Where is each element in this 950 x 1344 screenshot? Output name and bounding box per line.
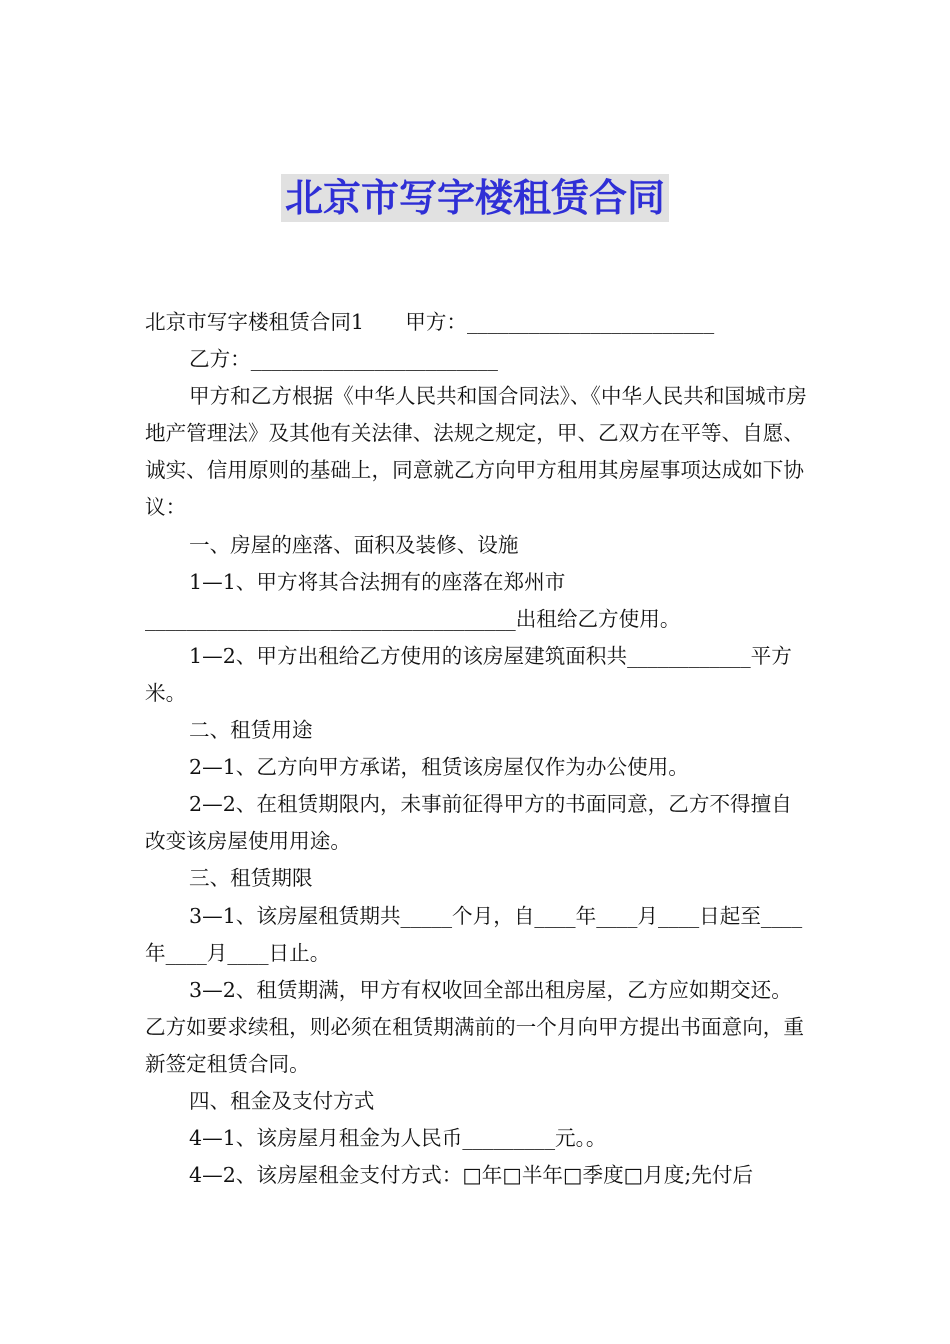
paragraph: 乙方：________________________ — [189, 347, 498, 372]
paragraph: 4—2、该房屋租金支付方式：□年□半年□季度□月度;先付后 — [189, 1163, 754, 1188]
paragraph: 1—1、甲方将其合法拥有的座落在郑州市____________________________________出租给乙方使用。 — [145, 569, 681, 631]
paragraph: 二、租赁用途 — [189, 718, 313, 743]
paragraph: 2—2、在租赁期限内，未事前征得甲方的书面同意，乙方不得擅自改变该房屋使用用途。 — [145, 792, 792, 854]
paragraph: 北京市写字楼租赁合同1 甲方：________________________ — [145, 310, 715, 334]
title-container — [0, 174, 950, 222]
paragraph: 一、房屋的座落、面积及装修、设施 — [189, 532, 519, 557]
paragraph: 3—2、租赁期满，甲方有权收回全部出租房屋，乙方应如期交还。乙方如要求续租，则必须在租赁期满前的一个月向甲方提出书面意向，重新签定租赁合同。 — [145, 977, 804, 1076]
paragraph: 四、租金及支付方式 — [189, 1088, 375, 1113]
paragraph: 甲方和乙方根据《中华人民共和国合同法》、《中华人民共和国城市房地产管理法》及其他有关法律、法规之规定，甲、乙双方在平等、自愿、诚实、信用原则的基础上，同意就乙方向甲方租用其房屋事项达成如下协议： — [145, 384, 807, 520]
document-body — [145, 304, 807, 1194]
document-title: 北京市写字楼租赁合同 — [281, 174, 669, 222]
paragraph: 2—1、乙方向甲方承诺，租赁该房屋仅作为办公使用。 — [189, 755, 689, 780]
paragraph: 3—1、该房屋租赁期共_____个月，自____年____月____日起至____年____月____日止。 — [145, 903, 803, 965]
paragraph: 1—2、甲方出租给乙方使用的该房屋建筑面积共____________平方米。 — [145, 643, 792, 705]
paragraph: 三、租赁期限 — [189, 866, 313, 891]
paragraph: 4—1、该房屋月租金为人民币_________元。。 — [189, 1126, 607, 1151]
